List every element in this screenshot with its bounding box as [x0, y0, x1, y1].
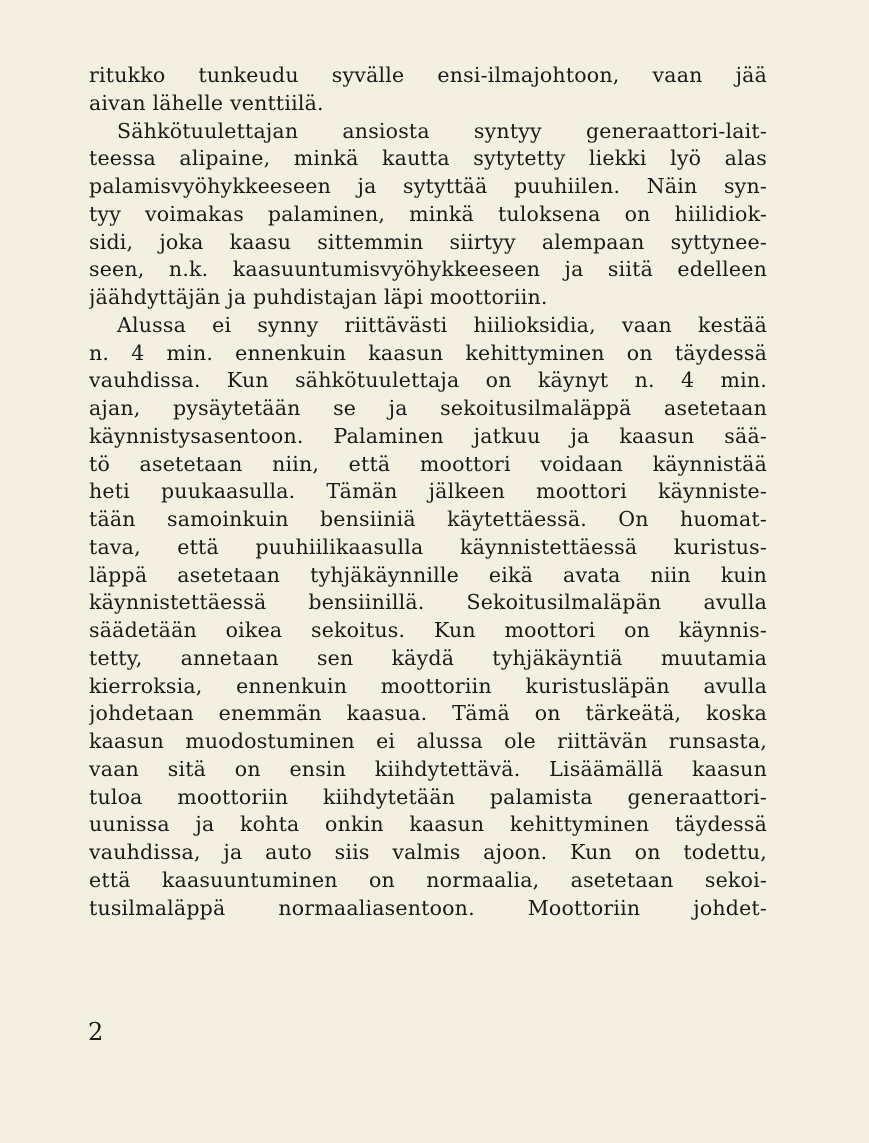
text-line: ritukko tunkeudu syvälle ensi-ilmajohtoon, vaan jää — [89, 63, 767, 87]
text-line: palamisvyöhykkeeseen ja sytyttää puuhiilen. Näin syn- — [89, 174, 767, 198]
text-line: teessa alipaine, minkä kautta sytytetty liekki lyö alas — [89, 146, 767, 171]
text-line: että kaasuuntuminen on normaalia, asetetaan sekoi- — [89, 867, 767, 892]
text-line: Alussa ei synny riittävästi hiilioksidia, vaan kestää — [117, 312, 767, 337]
text-line: Sähkötuulettajan ansiosta syntyy generaattori-lait- — [117, 118, 767, 143]
text-line: käynnistysasentoon. Palaminen jatkuu ja kaasun sää- — [89, 423, 767, 448]
text-line: ajan, pysäytetään se ja sekoitusilmaläppä asetetaan — [89, 396, 767, 420]
text-line: n. 4 min. ennenkuin kaasun kehittyminen on täydessä — [89, 340, 767, 365]
text-line: kierroksia, ennenkuin moottoriin kuristusläpän avulla — [89, 673, 767, 698]
text-line: läppä asetetaan tyhjäkäynnille eikä avata niin kuin — [89, 562, 767, 587]
text-line: jäähdyttäjän ja puhdistajan läpi moottoriin. — [89, 285, 548, 309]
body-text — [89, 62, 767, 922]
text-line: tava, että puuhiilikaasulla käynnistettäessä kuristus- — [89, 534, 767, 559]
page-number: 2 — [88, 1018, 104, 1046]
text-line: tetty, annetaan sen käydä tyhjäkäyntiä muutamia — [89, 645, 767, 670]
text-line: kaasun muodostuminen ei alussa ole riittävän runsasta, — [89, 729, 767, 753]
text-line: tö asetetaan niin, että moottori voidaan käynnistää — [89, 451, 767, 476]
text-line: vauhdissa. Kun sähkötuulettaja on käynyt n. 4 min. — [89, 368, 767, 393]
text-line: säädetään oikea sekoitus. Kun moottori on käynnis- — [89, 618, 767, 642]
text-line: tuloa moottoriin kiihdytetään palamista generaattori- — [89, 784, 767, 809]
text-line: johdetaan enemmän kaasua. Tämä on tärkeätä, koska — [89, 701, 767, 726]
text-line: seen, n.k. kaasuuntumisvyöhykkeeseen ja siitä edelleen — [89, 257, 767, 282]
text-line: heti puukaasulla. Tämän jälkeen moottori käynniste- — [89, 479, 767, 504]
text-line: vaan sitä on ensin kiihdytettävä. Lisäämällä kaasun — [89, 756, 767, 781]
text-line: sidi, joka kaasu sittemmin siirtyy alempaan syttynee- — [89, 229, 767, 254]
text-line: uunissa ja kohta onkin kaasun kehittyminen täydessä — [89, 812, 767, 837]
text-line: tään samoinkuin bensiiniä käytettäessä. On huomat- — [89, 507, 767, 531]
text-line: vauhdissa, ja auto siis valmis ajoon. Kun on todettu, — [89, 840, 767, 864]
text-line: tyy voimakas palaminen, minkä tuloksena on hiilidiok- — [89, 201, 767, 226]
text-line: tusilmaläppä normaaliasentoon. Moottoriin johdet- — [89, 895, 767, 920]
text-line: aivan lähelle venttiilä. — [89, 90, 324, 115]
text-line: käynnistettäessä bensiinillä. Sekoitusilmaläpän avulla — [89, 590, 767, 615]
